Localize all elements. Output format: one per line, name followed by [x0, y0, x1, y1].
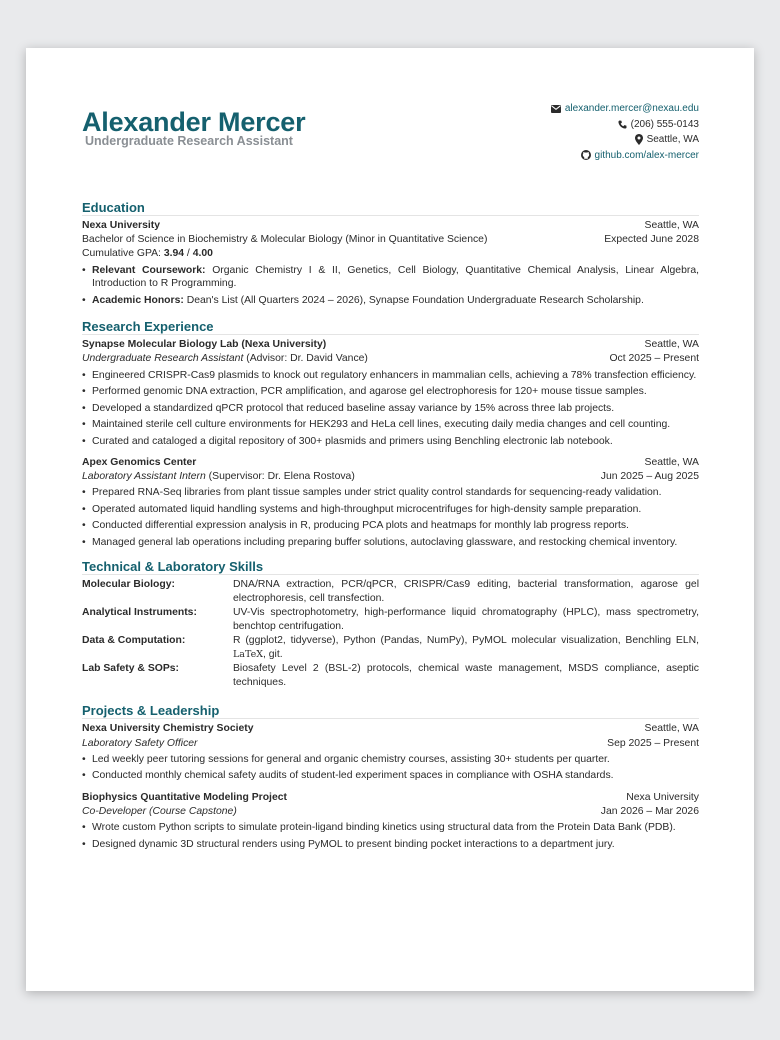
- resume-header: [82, 104, 699, 200]
- entry-role-line: [82, 470, 699, 484]
- resume-page: [26, 48, 754, 991]
- education-bullets: [82, 264, 699, 308]
- gpa-separator: /: [184, 248, 193, 260]
- entry-role: Co-Developer (Course Capstone): [82, 806, 237, 818]
- list-item: • Operated automated liquid handling systems and high-throughput microcentrifuges for high-density sample preparation.: [82, 503, 699, 517]
- skill-key: Analytical Instruments:: [82, 607, 197, 619]
- entry-role-line: [82, 352, 699, 366]
- entry-location: Seattle, WA: [644, 339, 699, 351]
- school-location: Seattle, WA: [644, 220, 699, 231]
- entry-date: Jan 2026 – Mar 2026: [600, 806, 699, 818]
- contact-block: [551, 101, 699, 163]
- entry-org-line: [82, 338, 699, 352]
- entry-date: Oct 2025 – Present: [609, 353, 699, 365]
- gpa-label: Cumulative GPA:: [82, 248, 164, 260]
- contact-github-row[interactable]: [551, 148, 699, 164]
- coursework-label: Relevant Coursework:: [92, 264, 206, 276]
- education-section: [82, 200, 699, 307]
- entry-role: Laboratory Safety Officer: [82, 737, 198, 749]
- list-item: • Wrote custom Python scripts to simulate protein-ligand binding kinetics using structural data from the Protein Data Bank (PDB).: [82, 821, 699, 835]
- entry-bullets: [82, 486, 699, 549]
- skills-section: [82, 559, 699, 689]
- project-entry: [82, 722, 699, 782]
- entry-supervisor: (Supervisor: Dr. Elena Rostova): [205, 471, 355, 483]
- entry-role-line: [82, 805, 699, 819]
- research-entry: [82, 338, 699, 448]
- location-text: Seattle, WA: [646, 134, 699, 145]
- honors-text: Dean's List (All Quarters 2024 – 2026), Synapse Foundation Undergraduate Research Scholarship.: [183, 294, 644, 306]
- research-section: [82, 319, 699, 549]
- skill-key: Molecular Biology:: [82, 579, 175, 591]
- resume-content: [82, 104, 699, 857]
- list-item: • Curated and cataloged a digital repository of 300+ plasmids and primers using Benchling electronic lab notebook.: [82, 435, 699, 449]
- candidate-title: Undergraduate Research Assistant: [85, 134, 293, 148]
- entry-location: Nexa University: [626, 791, 699, 803]
- skills-row: [82, 662, 699, 689]
- entry-bullets: [82, 369, 699, 449]
- projects-heading: Projects & Leadership: [82, 703, 699, 719]
- list-item: • Maintained sterile cell culture environments for HEK293 and HeLa cell lines, executing daily media changes and cell counting.: [82, 418, 699, 432]
- school-name: Nexa University: [82, 220, 160, 231]
- entry-date: Sep 2025 – Present: [607, 737, 699, 749]
- entry-org: Apex Genomics Center: [82, 457, 197, 469]
- entry-org-line: [82, 456, 699, 470]
- education-school-line: [82, 219, 699, 233]
- entry-role-line: [82, 737, 699, 751]
- phone-number: (206) 555-0143: [630, 118, 699, 130]
- phone-icon: [618, 120, 627, 129]
- gpa-max: 4.00: [192, 248, 213, 260]
- skills-row: [82, 578, 699, 605]
- skill-key: Lab Safety & SOPs:: [82, 663, 180, 675]
- candidate-name: Alexander Mercer: [82, 107, 306, 137]
- skills-row: [82, 606, 699, 633]
- gpa-value: 3.94: [163, 248, 185, 260]
- entry-role: Undergraduate Research Assistant: [82, 353, 244, 365]
- entry-location: Seattle, WA: [644, 723, 699, 735]
- contact-phone-row: [551, 117, 699, 133]
- list-item: • Performed genomic DNA extraction, PCR amplification, and agarose gel electrophoresis for 120+ mouse tissue samples.: [82, 385, 699, 399]
- github-icon: [581, 150, 591, 160]
- entry-role: Laboratory Assistant Intern: [82, 471, 206, 483]
- skills-row: [82, 634, 699, 661]
- contact-location-row: [551, 132, 699, 148]
- degree-date: Expected June 2028: [604, 234, 699, 246]
- entry-bullets: [82, 821, 699, 851]
- honors-label: Academic Honors:: [92, 294, 184, 306]
- coursework-text: Organic Chemistry I & II, Genetics, Cell Biology, Quantitative Chemical Analysis, Linear Algebra, Introduction to R Programming.: [92, 264, 699, 290]
- list-item: [82, 294, 699, 308]
- list-item: • Engineered CRISPR-Cas9 plasmids to knock out regulatory enhancers in mammalian cells, achieving a 78% transfection efficiency.: [82, 369, 699, 383]
- entry-org: Synapse Molecular Biology Lab (Nexa University): [82, 339, 327, 351]
- degree-text: Bachelor of Science in Biochemistry & Molecular Biology (Minor in Quantitative Science): [82, 234, 488, 246]
- research-heading: Research Experience: [82, 319, 699, 335]
- education-heading: Education: [82, 200, 699, 216]
- skill-key: Data & Computation:: [82, 635, 186, 647]
- github-link[interactable]: github.com/alex-mercer: [594, 149, 699, 161]
- list-item: • Prepared RNA-Seq libraries from plant tissue samples under strict quality control standards for sequencing-ready validation.: [82, 486, 699, 500]
- list-item: • Developed a standardized qPCR protocol that reduced baseline assay variance by 15% across three lab projects.: [82, 402, 699, 416]
- skill-value: Biosafety Level 2 (BSL-2) protocols, chemical waste management, MSDS compliance, aseptic techniques.: [233, 663, 699, 688]
- envelope-icon: [551, 105, 561, 113]
- research-entry: [82, 456, 699, 549]
- projects-section: [82, 703, 699, 851]
- entry-org-line: [82, 722, 699, 736]
- list-item: • Conducted monthly chemical safety audits of student-led experiment spaces in compliance with OSHA standards.: [82, 769, 699, 783]
- list-item: • Designed dynamic 3D structural renders using PyMOL to present binding pocket interactions to a department jury.: [82, 838, 699, 852]
- skill-value-wrap: [233, 634, 699, 661]
- entry-bullets: [82, 753, 699, 783]
- entry-supervisor: (Advisor: Dr. David Vance): [243, 353, 368, 365]
- gpa-line: [82, 247, 699, 261]
- entry-org: Nexa University Chemistry Society: [82, 723, 254, 735]
- skill-value: R (ggplot2, tidyverse), Python (Pandas, NumPy), PyMOL molecular visualization, Benchling ELN,: [233, 635, 699, 647]
- entry-date: Jun 2025 – Aug 2025: [600, 471, 699, 483]
- entry-location: Seattle, WA: [644, 457, 699, 469]
- email-link[interactable]: alexander.mercer@nexau.edu: [564, 103, 699, 114]
- entry-role-wrap: [82, 470, 355, 484]
- latex-logo: LaTeX: [233, 648, 263, 660]
- entry-role-wrap: [82, 352, 368, 366]
- skill-value: DNA/RNA extraction, PCR/qPCR, CRISPR/Cas9 editing, bacterial transformation, agarose gel electrophoresis, cell transfection.: [233, 579, 699, 604]
- project-entry: [82, 791, 699, 851]
- education-degree-line: [82, 233, 699, 247]
- entry-org: Biophysics Quantitative Modeling Project: [82, 791, 287, 803]
- map-pin-icon: [635, 134, 643, 145]
- entry-org-line: [82, 791, 699, 805]
- skills-heading: Technical & Laboratory Skills: [82, 559, 699, 575]
- list-item: • Conducted differential expression analysis in R, producing PCA plots and heatmaps for monthly lab progress reports.: [82, 519, 699, 533]
- skill-value-tail: , git.: [262, 648, 283, 660]
- list-item: [82, 264, 699, 291]
- list-item: • Led weekly peer tutoring sessions for general and organic chemistry courses, assisting 30+ students per quarter.: [82, 753, 699, 767]
- contact-email-row[interactable]: [551, 101, 699, 117]
- skill-value: UV-Vis spectrophotometry, high-performance liquid chromatography (HPLC), mass spectrometry, benchtop centrifugation.: [233, 607, 699, 632]
- list-item: • Managed general lab operations including preparing buffer solutions, autoclaving glassware, and restocking chemical inventory.: [82, 536, 699, 550]
